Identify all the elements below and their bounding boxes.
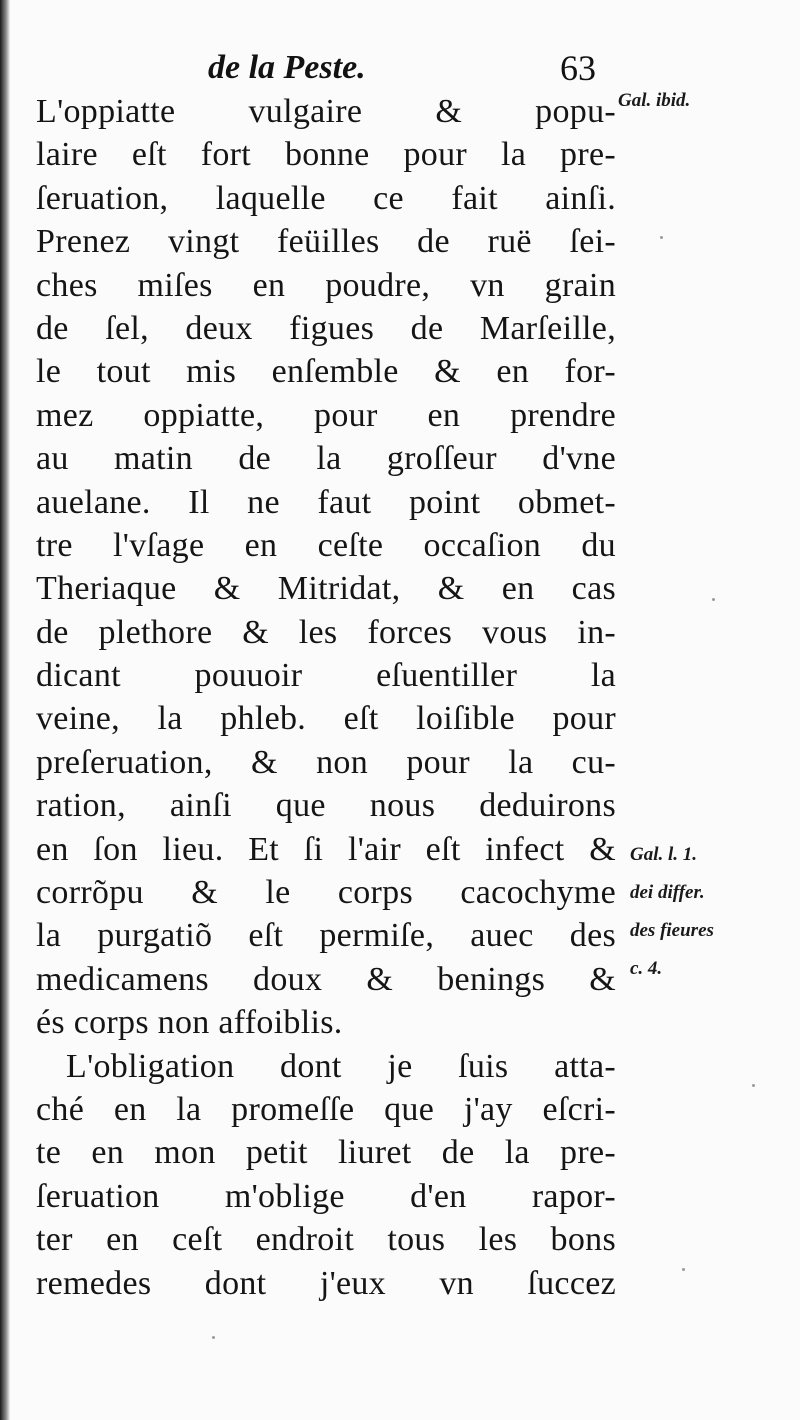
text-line: ché en la promeſſe que j'ay eſcri- (36, 1090, 616, 1128)
margin-note-line: des fieures (630, 920, 714, 941)
text-line: dicant pouuoir eſuentiller la (36, 657, 616, 695)
text-line: le tout mis enſemble & en for- (36, 353, 616, 391)
text-line: te en mon petit liuret de la pre- (36, 1134, 616, 1172)
text-line: corrõpu & le corps cacochyme (36, 874, 616, 912)
paper-speck (712, 598, 715, 601)
text-line: veine, la phleb. eſt loiſible pour (36, 700, 616, 738)
body-text (36, 90, 616, 1305)
text-line: auelane. Il ne faut point obmet- (36, 483, 616, 521)
page-binding-edge (0, 0, 10, 1420)
paragraph-end-line: és corps non affoiblis. (36, 1004, 343, 1042)
text-line: la purgatiõ eſt permiſe, auec des (36, 917, 616, 955)
text-line: ration, ainſi que nous deduirons (36, 787, 616, 825)
paper-speck (682, 1268, 685, 1271)
text-line: preſeruation, & non pour la cu- (36, 743, 616, 781)
text-line: au matin de la groſſeur d'vne (36, 440, 616, 478)
paper-speck (752, 1084, 755, 1087)
text-line: laire eſt fort bonne pour la pre- (36, 136, 616, 174)
text-line: medicamens doux & benings & (36, 960, 616, 998)
margin-note-line: c. 4. (630, 958, 663, 979)
text-line: de ſel, deux figues de Marſeille, (36, 309, 616, 347)
text-line: Prenez vingt feüilles de ruë ſei- (36, 223, 616, 261)
paper-speck (660, 236, 663, 239)
text-line: tre l'vſage en ceſte occaſion du (36, 526, 616, 564)
text-line: ſeruation m'oblige d'en rapor- (36, 1177, 616, 1215)
text-line: Theriaque & Mitridat, & en cas (36, 570, 616, 608)
text-line: de plethore & les forces vous in- (36, 613, 616, 651)
text-line: en ſon lieu. Et ſi l'air eſt infect & (36, 830, 616, 868)
text-line: mez oppiatte, pour en prendre (36, 396, 616, 434)
text-line: L'oppiatte vulgaire & popu- (36, 93, 616, 130)
paper-speck (212, 1336, 215, 1339)
text-line: remedes dont j'eux vn ſuccez (36, 1264, 616, 1302)
page-number: 63 (560, 48, 596, 88)
margin-note-line: dei differ. (630, 882, 705, 903)
running-title: de la Peste. (208, 49, 366, 86)
paragraph-start-line: L'obligation dont je ſuis atta- (66, 1047, 616, 1085)
text-line: ſeruation, laquelle ce fait ainſi. (36, 179, 616, 217)
text-line: ches miſes en poudre, vn grain (36, 266, 616, 304)
margin-note-line: Gal. l. 1. (630, 844, 698, 865)
text-line: ter en ceſt endroit tous les bons (36, 1221, 616, 1259)
margin-note-gal-ibid: Gal. ibid. (618, 90, 691, 111)
margin-note-gal-reference (630, 836, 714, 988)
